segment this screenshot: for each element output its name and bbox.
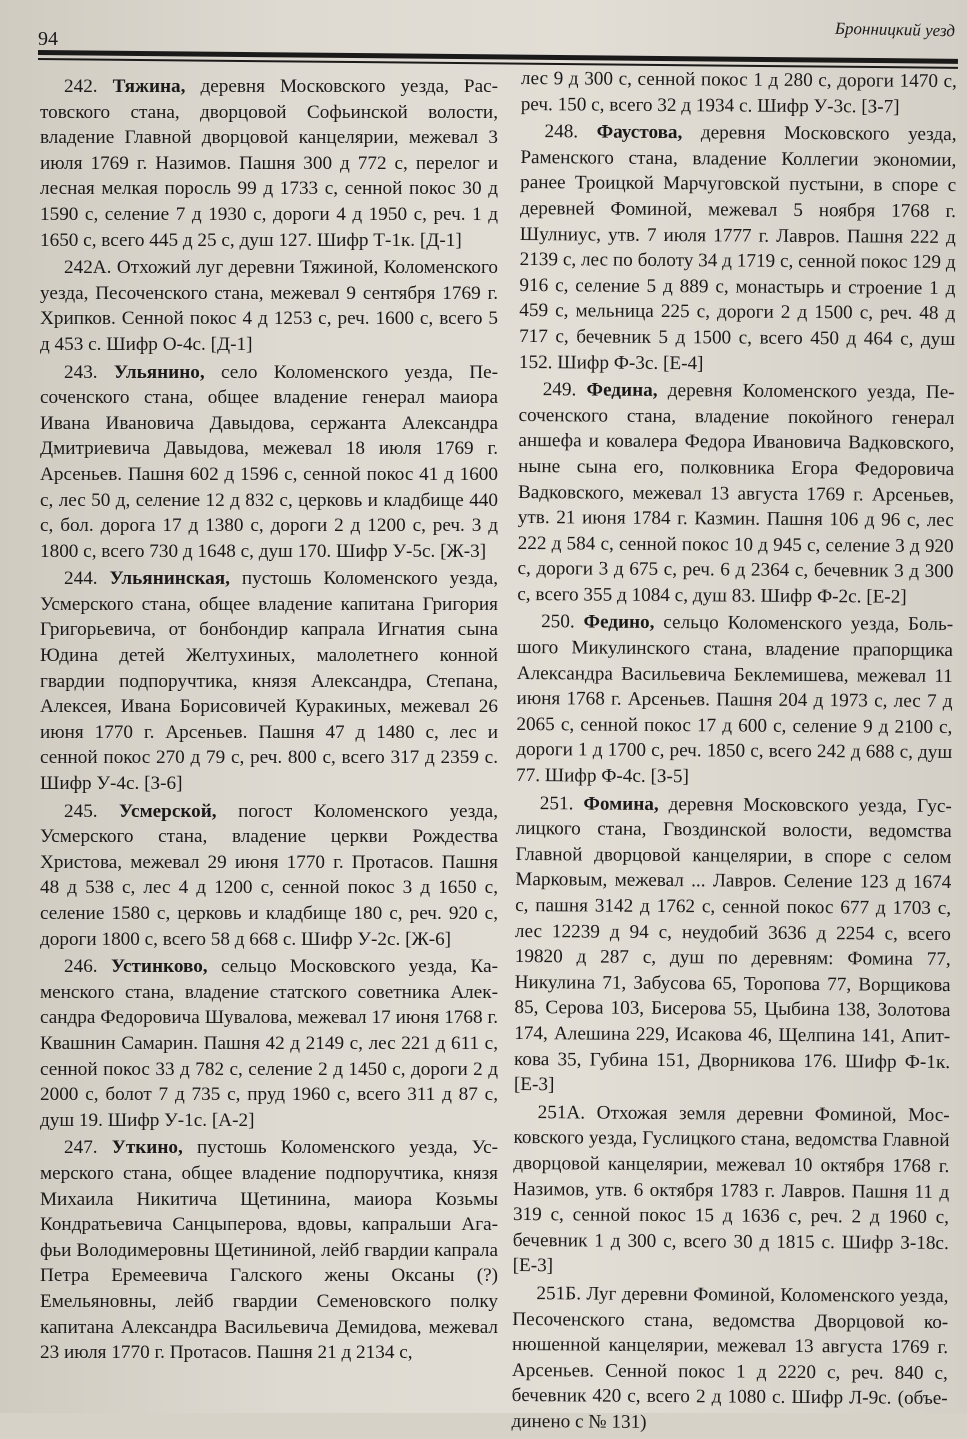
- entry-place-name: Федина,: [586, 379, 658, 402]
- page-number: 94: [38, 28, 58, 50]
- catalog-entry: [40, 360, 498, 565]
- entry-text: село Коломенского уезда, Песоченского стана, общее владение генерал маиора Ивана Ивановича Давыдова, сержанта Александра Дмитриевича Давыдова, межевал 18 июля 1769 г. Арсеньев. Пашня 602 д 1596 с, сенной покос 41 д 1600 с, лес 50 д, селение 12 д 832 с, церковь и кладбище 440 с, бол. дорога 17 д 1380 с, дороги 2 д 1200 с, реч. 3 д 1800 с, всего 730 д 1648 с, душ 170. Шифр У-5с. [Ж-3]: [40, 361, 498, 562]
- right-column: [511, 66, 957, 1439]
- running-head: Бронницкий уезд: [834, 18, 956, 41]
- entry-place-name: Тяжина,: [112, 76, 186, 97]
- entry-place-name: Усмерской,: [119, 800, 217, 822]
- page-header: [0, 0, 967, 60]
- entry-number: 246.: [64, 956, 98, 978]
- entry-place-name: Уткино,: [111, 1137, 183, 1159]
- entry-number: 245.: [64, 800, 98, 822]
- entry-number: 250.: [541, 611, 575, 633]
- entry-number: 251Б.: [536, 1283, 582, 1305]
- entry-place-name: Ульянинская,: [109, 568, 230, 590]
- catalog-entry: [516, 609, 953, 791]
- entry-number: 248.: [544, 121, 579, 143]
- entry-number: 244.: [64, 568, 98, 590]
- entry-text: деревня Московского уезда, Раменского стана, владение Коллегии экономии, ранее Троицкой Марчуговской пустыни, в споре с деревней Фоминой, межевал 5 ноября 1768 г. Шулниус, утв. 7 июля 1777 г. Лавров. Пашня 222 д 2139 с, лес по болоту 34 д 1719 с, сенной покос 129 д 916 с, селение 5 д 889 с, монастырь и строение 1 д 459 с, мельница 225 с, дороги 2 д 1500 с, реч. 48 д 717 с, бечевник 5 д 1500 с, всего 450 д 464 с, душ 152. Шифр Ф-3с. [Е-4]: [518, 122, 957, 374]
- entry-number: 251.: [539, 792, 574, 815]
- catalog-entry: [40, 566, 498, 796]
- entry-text: Отхожая земля деревни Фоминой, Московского уезда, Гуслицкого стана, ведомства Главной дворцовой канцелярии, межевал 10 октября 1768 г. Назимов, утв. 6 октября 1783 г. Лавров. Пашня 11 д 319 с, сенной покос 15 д 1636 с, реч. 2 д 1960 с, бечевник 1 д 300 с, всего 30 д 1815 с. Шифр З-18с. [Е-3]: [512, 1102, 950, 1277]
- entry-text: деревня Московского уезда, Гуслицкого стана, Гвоздинской волости, ведомства Главной дворцовой канцелярии, в споре с селом Марковым, межевал ... Лавров. Селение 123 д 1674 с, пашня 3142 д 1762 с, сенной покос 677 д 1703 с, лес 12239 д 94 с, неудобий 3636 д 2254 с, всего 19820 д 287 с, душ по деревням: Фомина 77, Никулина 71, Забусова 65, Торопова 77, Ворщикова 85, Серова 103, Бисерова 55, Цыбина 138, Золотова 174, Алешина 229, Исакова 46, Щелпина 141, Апиткова 35, Губина 151, Дворникова 176. Шифр Ф-1к. [Е-3]: [513, 793, 952, 1096]
- catalog-entry: [40, 74, 498, 253]
- entry-place-name: Федино,: [583, 611, 655, 634]
- catalog-entry: [517, 377, 955, 610]
- entry-place-name: Фомина,: [583, 793, 659, 815]
- catalog-entry: [513, 1100, 950, 1282]
- entry-text: погост Коломенского уезда, Усмерского стана, владение церкви Рождества Христова, межевал 29 июня 1770 г. Протасов. Пашня 48 д 538 с, лес 4 д 1200 с, сенной покос 3 д 1650 с, селение 1580 с, церковь и кладбище 180 с, реч. 920 с, дороги 1800 с, всего 58 д 668 с. Шифр У-2с. [Ж-6]: [40, 800, 498, 950]
- entry-text: пустошь Коломенского уезда, Усмерского стана, общее владение подпоручтика, князя Михаила Никитича Щетинина, маиора Козьмы Кондратьевича Санцыперова, вдовы, капральши Агафьи Володимеровны Щетининой, лейб гвардии капрала Петра Еремеевича Галского жены Оксаны (?) Емельяновны, лейб гвардии Семеновского полку капитана Александра Васильевича Демидова, межевал 23 июля 1770 г. Протасов. Пашня 21 д 2134 с,: [40, 1137, 498, 1364]
- entry-text: лес 9 д 300 с, сенной покос 1 д 280 с, дороги 1470 с, реч. 150 с, всего 32 д 1934 с. Шифр У-3с. [З-7]: [520, 67, 957, 118]
- entry-number: 242.: [64, 76, 98, 97]
- left-column: [40, 74, 498, 1368]
- entry-text: Луг деревни Фоминой, Коломенского уезда, Песоченского стана, ведомства Дворцовой конюшенной канцелярии, межевал 13 августа 1769 г. Арсеньев. Сенной покос 1 д 2220 с, реч. 840 с, бечевник 420 с, всего 2 д 1080 с. Шифр Л-9с. (объединено с № 131): [511, 1283, 949, 1433]
- catalog-entry: [40, 799, 498, 953]
- entry-number: 247.: [64, 1137, 98, 1159]
- entry-text: сельцо Коломенского уезда, Большого Микулинского стана, владение прапорщика Александра Васильевича Беклемишева, межевал 11 июня 1768 г. Арсеньев. Пашня 204 д 1973 с, лес 7 д 2065 с, сенной покос 17 д 600 с, селение 9 д 2100 с, дороги 1 д 1700 с, реч. 1850 с, всего 242 д 688 с, душ 77. Шифр Ф-4с. [З-5]: [515, 612, 954, 788]
- entry-text: сельцо Московского уезда, Каменского стана, владение статского советника Александра Федоровича Шувалова, межевал 17 июня 1768 г. Квашнин Самарин. Пашня 42 д 2149 с, лес 221 д 611 с, сенной покос 33 д 782 с, селение 2 д 1450 с, дороги 2 д 2000 с, болот 7 д 735 с, пруд 1960 с, всего 311 д 87 с, душ 19. Шифр У-1с. [А-2]: [40, 956, 499, 1131]
- catalog-entry: [40, 1135, 498, 1365]
- catalog-entry: [40, 255, 498, 357]
- catalog-entry: [511, 1281, 948, 1438]
- entry-number: 249.: [542, 379, 577, 401]
- catalog-entry: [514, 791, 952, 1101]
- entry-text: деревня Московского уезда, Растовского стана, дворцовой Софьинской волости, владение Главной дворцовой канцелярии, межевал 3 июля 1769 г. Назимов. Пашня 300 д 772 с, перелог и лесная мелкая поросль 99 д 1733 с, сенной покос 30 д 1590 с, селение 7 д 1930 с, дороги 4 д 1950 с, реч. 1 д 1650 с, всего 445 д 25 с, душ 127. Шифр Т-1к. [Д-1]: [40, 76, 498, 251]
- catalog-entry: [40, 954, 498, 1133]
- entry-place-name: Ульянино,: [113, 361, 205, 383]
- entry-place-name: Фаустова,: [596, 121, 683, 144]
- entry-text: пустошь Коломенского уезда, Усмерского стана, общее владение капитана Григория Григорьевича, от бонбондир капрала Игнатия сына Юдина детей Желтухиных, малолетнего конной гвардии подпоручтика, князя Александра, Степана, Алексея, Ивана Борисовичей Куракиных, межевал 26 июня 1770 г. Арсеньев. Пашня 47 д 1480 с, лес и сенной покос 270 д 79 с, реч. 800 с, всего 317 д 2359 с. Шифр У-4с. [З-6]: [40, 568, 499, 795]
- entry-number: 243.: [64, 361, 98, 383]
- entry-number: 251А.: [537, 1101, 586, 1124]
- catalog-entry: [519, 119, 957, 378]
- entry-text: Отхожий луг деревни Тяжиной, Коломенского уезда, Песоченского стана, межевал 9 сентября 1769 г. Хрипков. Сенной покос 4 д 1253 с, реч. 1600 с, всего 5 д 453 с. Шифр О-4с. [Д-1]: [40, 257, 498, 355]
- catalog-entry: [521, 66, 957, 120]
- entry-text: деревня Коломенского уезда, Песоченского стана, владение покойного генерал аншефа и ковалера Федора Ивановича Вадковского, ныне сына его, полковника Егора Федоровича Вадковского, межевал 13 августа 1769 г. Арсеньев, утв. 21 июня 1784 г. Казмин. Пашня 106 д 96 с, лес 222 д 584 с, сенной покос 10 д 945 с, селение 3 д 920 с, дороги 3 д 675 с, реч. 6 д 2364 с, бечевник 3 д 300 с, всего 355 д 1084 с, душ 83. Шифр Ф-2с. [Е-2]: [517, 380, 955, 608]
- entry-number: 242А.: [64, 257, 112, 279]
- entry-place-name: Устинково,: [110, 956, 208, 978]
